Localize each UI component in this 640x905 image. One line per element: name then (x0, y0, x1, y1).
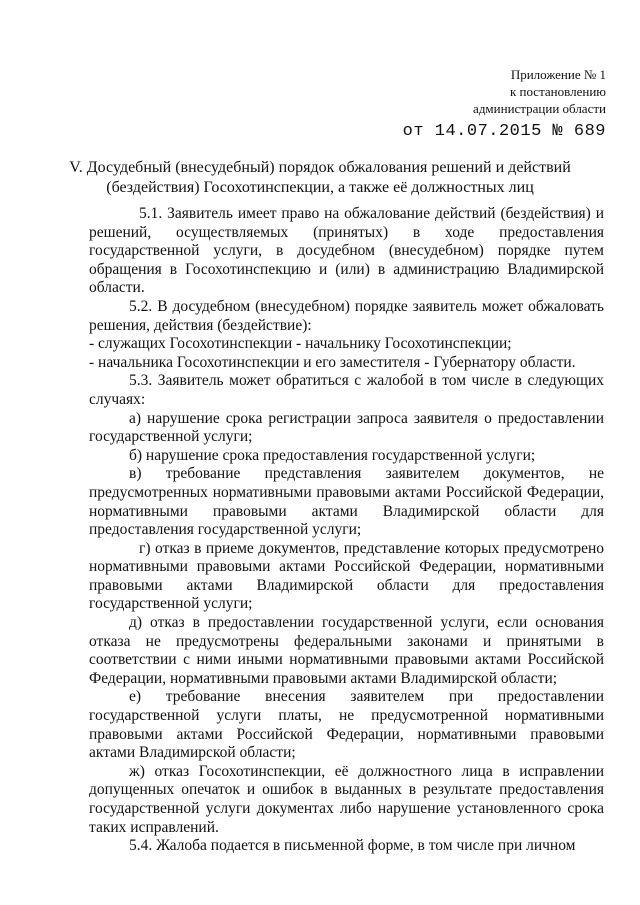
paragraph-5-4: 5.4. Жалоба подается в письменной форме, в том числе при личном (129, 837, 576, 855)
paragraph-5-3: 5.3. Заявитель может обратиться с жалобой в том числе в следующих случаях: (89, 372, 604, 408)
section-title-line-1: V. Досудебный (внесудебный) порядок обжалования решений и действий (69, 159, 571, 176)
list-item-head: - начальника Госохотинспекции и его заместителя - Губернатору области. (89, 353, 576, 371)
appendix-number: Приложение № 1 (510, 67, 606, 82)
case-d: д) отказ в предоставлении государственной услуги, если основания отказа не предусмотрены федеральными законами и принятыми в соответствии с ними иными нормативными правовыми актами Российской Федерации, нормативными правовыми актами Владимирской области; (89, 614, 604, 687)
case-b: б) нарушение срока предоставления государственной услуги; (129, 446, 536, 464)
case-v: в) требование представления заявителем документов, не предусмотренных нормативными правовыми актами Российской Федерации, нормативными правовыми актами Владимирской области для предоставления государственной услуги; (89, 465, 604, 539)
appendix-ref: к постановлению (509, 84, 606, 99)
case-g: г) отказ в приеме документов, представление которых предусмотрено нормативными правовыми актами Российской Федерации, нормативными правовыми актами Владимирской области для предоставления государственной услуги; (89, 539, 604, 613)
appendix-header (403, 66, 606, 143)
appendix-authority: администрации области (473, 101, 606, 116)
case-a: а) нарушение срока регистрации запроса заявителя о предоставлении государственной услуги; (89, 409, 604, 446)
list-item-employees: - служащих Госохотинспекции - начальнику Госохотинспекции; (89, 335, 512, 353)
document-body (89, 205, 604, 856)
paragraph-5-2: 5.2. В досудебном (внесудебном) порядке заявитель может обжаловать решения, действия (бездействие): (89, 297, 604, 334)
section-title-line-2: (бездействия) Госохотинспекции, а также её должностных лиц (106, 179, 534, 196)
case-e: е) требование внесения заявителем при предоставлении государственной услуги платы, не предусмотренной нормативными правовыми актами Российской Федерации, нормативными правовыми актами Владимирской области; (89, 688, 604, 762)
case-zh: ж) отказ Госохотинспекции, её должностного лица в исправлении допущенных опечаток и ошибок в выданных в результате предоставления государственной услуги документах либо нарушение установленного срока таких исправлений. (89, 762, 604, 836)
section-title (60, 158, 580, 198)
resolution-date-number: от 14.07.2015 № 689 (402, 122, 606, 141)
paragraph-5-1: 5.1. Заявитель имеет право на обжалование действий (бездействия) и решений, осуществляемых (принятых) в ходе предоставления государственной услуги, в досудебном (внесудебном) порядке путем обращения в Госохотинспекцию и (или) в администрацию Владимирской области. (89, 205, 604, 297)
